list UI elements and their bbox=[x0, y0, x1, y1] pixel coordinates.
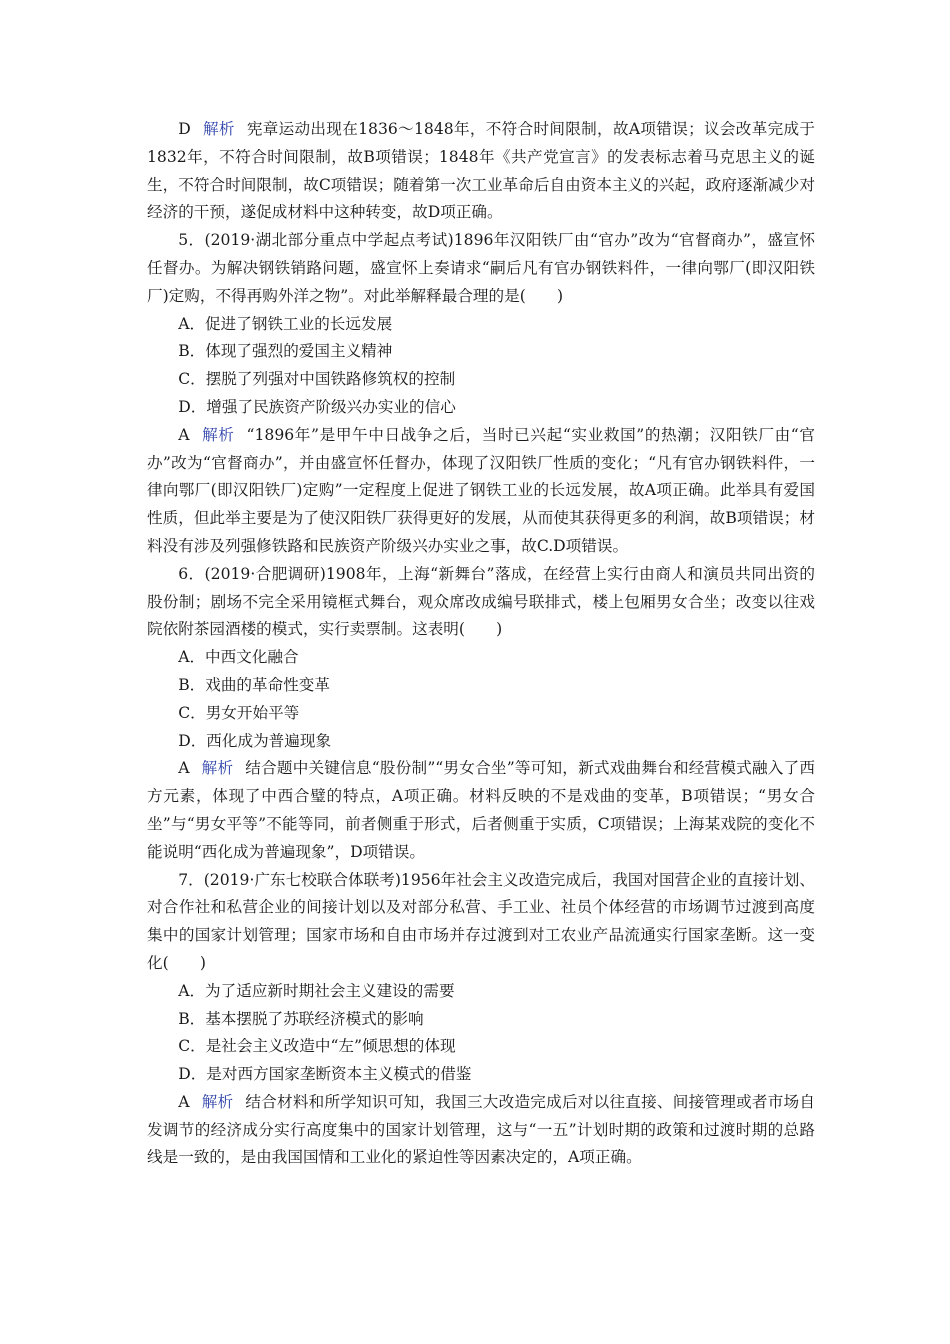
answer-letter: D bbox=[178, 120, 191, 138]
question-stem: 6．(2019·合肥调研)1908年，上海“新舞台”落成，在经营上实行由商人和演员共同出资的股份制；剧场不完全采用镜框式舞台，观众席改成编号联排式，楼上包厢男女合坐；改变以往戏院依附茶园酒楼的模式，实行卖票制。这表明( ) bbox=[147, 564, 815, 639]
answer-option: D．增强了民族资产阶级兴办实业的信心 bbox=[178, 397, 456, 416]
analysis-paragraph bbox=[147, 1089, 815, 1172]
answer-option: C．男女开始平等 bbox=[178, 703, 300, 722]
question-stem: 7．(2019·广东七校联合体联考)1956年社会主义改造完成后，我国对国营企业的直接计划、对合作社和私营企业的间接计划以及对部分私营、手工业、社员个体经营的市场调节过渡到高度集中的国家计划管理；国家市场和自由市场并存过渡到对工农业产品流通实行国家垄断。这一变化( ) bbox=[147, 870, 815, 972]
answer-option: D．西化成为普遍现象 bbox=[178, 731, 332, 750]
analysis-label: 解析 bbox=[201, 1092, 234, 1111]
answer-option: A．为了适应新时期社会主义建设的需要 bbox=[178, 981, 455, 1000]
question-stem: 5．(2019·湖北部分重点中学起点考试)1896年汉阳铁厂由“官办”改为“官督商办”，盛宣怀任督办。为解决钢铁销路问题，盛宣怀上奏请求“嗣后凡有官办钢铁料件，一律向鄂厂(即汉阳铁厂)定购，不得再购外洋之物”。对此举解释最合理的是( ) bbox=[147, 231, 815, 305]
answer-option: C．是社会主义改造中“左”倾思想的体现 bbox=[178, 1037, 456, 1056]
analysis-label: 解析 bbox=[201, 425, 235, 444]
answer-option: B．体现了强烈的爱国主义精神 bbox=[178, 342, 393, 361]
analysis-text: 宪章运动出现在1836～1848年，不符合时间限制，故A项错误；议会改革完成于1832年，不符合时间限制，故B项错误；1848年《共产党宣言》的发表标志着马克思主义的诞生，不符合时间限制，故C项错误；随着第一次工业革命后自由资本主义的兴起，政府逐渐减少对经济的干预，遂促成材料中这种转变，故D项正确。 bbox=[147, 120, 815, 222]
answer-option: B．戏曲的革命性变革 bbox=[178, 675, 330, 694]
answer-letter: A bbox=[178, 425, 190, 444]
document-page bbox=[147, 116, 815, 1172]
answer-option: B．基本摆脱了苏联经济模式的影响 bbox=[178, 1009, 424, 1028]
answer-option: C．摆脱了列强对中国铁路修筑权的控制 bbox=[178, 370, 456, 389]
analysis-label: 解析 bbox=[202, 120, 235, 138]
analysis-label: 解析 bbox=[201, 759, 234, 778]
analysis-text: “1896年”是甲午中日战争之后，当时已兴起“实业救国”的热潮；汉阳铁厂由“官办”改为“官督商办”，并由盛宣怀任督办，体现了汉阳铁厂性质的变化；“凡有官办钢铁料件，一律向鄂厂(即汉阳铁厂)定购”一定程度上促进了钢铁工业的长远发展，故A项正确。此举具有爱国性质，但此举主要是为了使汉阳铁厂获得更好的发展，从而使其获得更多的利润，故B项错误；材料没有涉及列强修铁路和民族资产阶级兴办实业之事，故C.D项错误。 bbox=[147, 425, 815, 555]
answer-letter: A bbox=[178, 759, 190, 778]
analysis-paragraph bbox=[147, 755, 815, 866]
answer-option: D．是对西方国家垄断资本主义模式的借鉴 bbox=[178, 1065, 472, 1084]
analysis-text: 结合材料和所学知识可知，我国三大改造完成后对以往直接、间接管理或者市场自发调节的经济成分实行高度集中的国家计划管理，这与“一五”计划时期的政策和过渡时期的总路线是一致的，是由我国国情和工业化的紧迫性等因素决定的，A项正确。 bbox=[147, 1092, 815, 1167]
answer-option: A．促进了钢铁工业的长远发展 bbox=[178, 314, 393, 333]
analysis-paragraph bbox=[147, 422, 815, 561]
answer-option: A．中西文化融合 bbox=[178, 648, 299, 667]
answer-letter: A bbox=[178, 1092, 190, 1111]
analysis-paragraph bbox=[147, 116, 815, 227]
analysis-text: 结合题中关键信息“股份制”“男女合坐”等可知，新式戏曲舞台和经营模式融入了西方元素，体现了中西合璧的特点，A项正确。材料反映的不是戏曲的变革，B项错误；“男女合坐”与“男女平等”不能等同，前者侧重于形式，后者侧重于实质，C项错误；上海某戏院的变化不能说明“西化成为普遍现象”，D项错误。 bbox=[147, 759, 815, 861]
